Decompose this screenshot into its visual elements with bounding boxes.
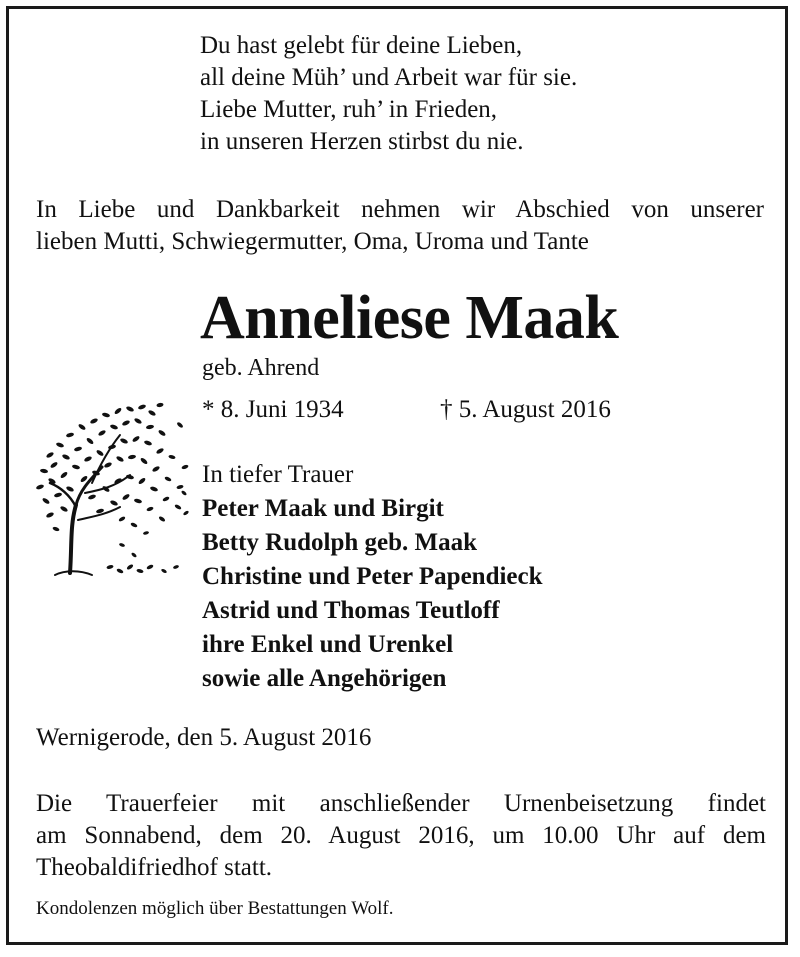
mourner-name: Astrid und Thomas Teutloff — [202, 597, 500, 624]
ceremony-line: Theobaldifriedhof statt. — [36, 854, 273, 881]
mourner-name: sowie alle Angehörigen — [202, 665, 447, 692]
poem — [200, 30, 577, 158]
deceased-name: Anneliese Maak — [200, 284, 619, 352]
mourner-name: Christine und Peter Papendieck — [202, 563, 543, 590]
poem-line: in unseren Herzen stirbst du nie. — [200, 128, 524, 155]
wind-blown-tree-icon — [30, 395, 195, 585]
place-and-date: Wernigerode, den 5. August 2016 — [36, 724, 372, 751]
poem-line: all deine Müh’ und Arbeit war für sie. — [200, 64, 578, 91]
ceremony-line: Die Trauerfeier mit anschließender Urnenbeisetzung findet — [36, 790, 766, 817]
mourner-name: Betty Rudolph geb. Maak — [202, 529, 478, 556]
intro-text — [36, 194, 764, 258]
death-date: † 5. August 2016 — [440, 396, 611, 423]
poem-line: Liebe Mutter, ruh’ in Frieden, — [200, 96, 498, 123]
condolence-note: Kondolenzen möglich über Bestattungen Wolf. — [36, 898, 394, 919]
mourners-heading: In tiefer Trauer — [202, 461, 354, 488]
intro-line: In Liebe und Dankbarkeit nehmen wir Abschied von unserer — [36, 196, 764, 223]
birth-date: * 8. Juni 1934 — [202, 396, 344, 423]
ceremony-info — [36, 788, 766, 884]
ceremony-line: am Sonnabend, dem 20. August 2016, um 10.00 Uhr auf dem — [36, 822, 766, 849]
mourner-name: Peter Maak und Birgit — [202, 495, 444, 522]
intro-line: lieben Mutti, Schwiegermutter, Oma, Uroma und Tante — [36, 228, 589, 255]
poem-line: Du hast gelebt für deine Lieben, — [200, 32, 523, 59]
mourner-name: ihre Enkel und Urenkel — [202, 631, 454, 658]
maiden-name: geb. Ahrend — [202, 355, 320, 381]
mourners-list — [202, 458, 543, 696]
